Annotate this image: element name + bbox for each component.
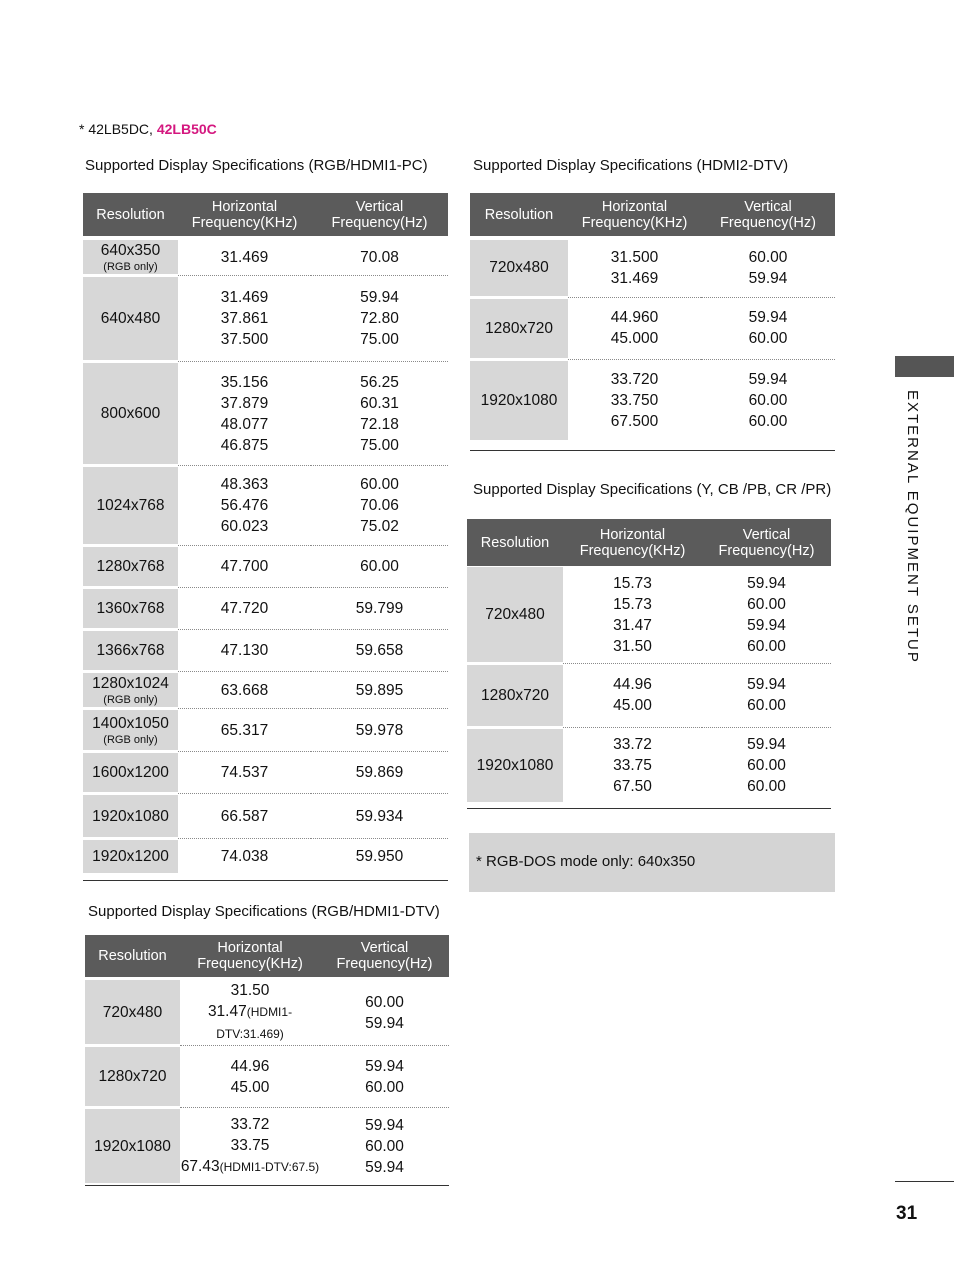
resolution-value: 1920x1080 [476,756,554,774]
header-horizontal-line1: Horizontal [211,198,278,215]
horizontal-frequency-value: 45.00 [613,697,652,714]
horizontal-frequency-line [568,390,701,411]
vertical-frequency-value: 60.00 [748,249,788,267]
vertical-frequency-value: 59.94 [365,1057,404,1075]
horizontal-frequency-line [178,393,311,414]
vertical-frequency-value: 59.950 [355,848,404,866]
resolution-cell [83,546,178,588]
vertical-frequency-cell [701,359,835,441]
resolution-value: 1920x1080 [480,391,558,409]
resolution-cell [85,1046,180,1108]
vertical-frequency-value: 59.895 [355,681,404,699]
horizontal-frequency-value: 45.000 [610,330,659,347]
vertical-frequency-cell [311,672,448,709]
header-row [83,193,448,236]
vertical-frequency-cell [311,630,448,672]
resolution-value: 1920x1080 [92,807,169,825]
rgb-dos-note: * RGB-DOS mode only: 640x350 [469,833,835,892]
horizontal-frequency-cell [178,362,311,466]
resolution-cell [83,276,178,362]
resolution-cell [470,240,568,297]
vertical-frequency-cell [320,1046,449,1108]
vertical-frequency-cell [311,752,448,794]
side-section-label: EXTERNAL EQUIPMENT SETUP [904,390,921,664]
horizontal-frequency-value: 48.363 [220,476,269,493]
horizontal-frequency-line [568,328,701,349]
horizontal-frequency-line [180,1077,320,1098]
table-row [85,980,449,1046]
vertical-frequency-cell [702,727,831,803]
rgb-pc-grid [83,193,448,876]
horizontal-frequency-cell [178,546,311,588]
horizontal-frequency-cell [180,1108,320,1185]
model-note-prefix: * 42LB5DC, [79,121,157,137]
header-horizontal [563,519,702,566]
header-vertical [701,193,835,236]
resolution-cell [467,567,563,663]
vertical-frequency-value: 59.94 [747,616,786,634]
horizontal-frequency-cell [178,588,311,630]
vertical-frequency-value: 56.25 [360,373,399,391]
horizontal-frequency-value: 31.469 [220,289,269,306]
horizontal-frequency-line [568,369,701,390]
header-horizontal [568,193,701,236]
vertical-frequency-value: 60.31 [360,394,399,412]
vertical-frequency-value: 59.94 [365,1116,404,1134]
horizontal-frequency-line [178,762,311,783]
vertical-frequency-cell [311,588,448,630]
horizontal-frequency-line [178,308,311,329]
horizontal-frequency-line [180,1001,320,1045]
vertical-frequency-cell [702,567,831,663]
horizontal-frequency-value: 33.72 [613,735,652,753]
vertical-frequency-value: 60.00 [748,391,788,409]
vertical-frequency-cell [311,362,448,466]
page-number-rule [895,1181,954,1182]
resolution-cell [83,362,178,466]
table-row [85,1046,449,1108]
vertical-frequency-value: 59.94 [748,309,788,326]
horizontal-frequency-cell [178,672,311,709]
header-vertical-line2: Frequency(Hz) [331,214,428,231]
table-row [83,839,448,875]
horizontal-frequency-line [178,474,311,495]
horizontal-frequency-cell [563,663,702,727]
horizontal-frequency-cell [178,794,311,839]
vertical-frequency-value: 59.94 [747,676,786,693]
header-row [85,935,449,977]
horizontal-frequency-line [178,287,311,308]
horizontal-frequency-value: 47.720 [220,600,269,617]
horizontal-frequency-value: 63.668 [220,681,269,699]
vertical-frequency-value: 60.00 [747,697,786,714]
horizontal-frequency-line [178,806,311,827]
resolution-cell [83,672,178,709]
header-horizontal-line2: Frequency(KHz) [579,542,686,559]
vertical-frequency-value: 60.00 [365,1137,404,1155]
side-tab-bar [895,356,954,377]
hdmi2-table [470,193,835,451]
table-bottom-rule [85,1185,449,1186]
horizontal-frequency-value: 33.72 [230,1116,270,1134]
vertical-frequency-value: 75.00 [360,436,399,454]
resolution-value: 640x480 [100,310,161,327]
horizontal-frequency-cell [178,466,311,546]
horizontal-frequency-value: 67.43 [180,1158,220,1176]
table-row [83,466,448,546]
horizontal-frequency-value: 37.861 [220,310,269,327]
resolution-cell [83,794,178,839]
horizontal-frequency-cell [563,727,702,803]
horizontal-frequency-value: 74.537 [220,764,269,781]
table-row [83,276,448,362]
horizontal-frequency-line [178,720,311,741]
horizontal-frequency-line [568,411,701,432]
horizontal-frequency-value: 48.077 [220,415,269,433]
horizontal-frequency-line [568,268,701,289]
horizontal-frequency-line [180,1114,320,1135]
resolution-value: 800x600 [100,405,161,422]
vertical-frequency-cell [311,839,448,875]
resolution-note: (RGB only) [103,694,158,706]
vertical-frequency-value: 60.00 [747,777,786,795]
table-row [85,1108,449,1185]
horizontal-frequency-line [178,414,311,435]
resolution-value: 1366x768 [96,642,165,659]
horizontal-frequency-value: 47.130 [220,642,269,659]
component-table [467,519,831,809]
horizontal-frequency-value: 31.50 [613,637,652,655]
resolution-cell [83,752,178,794]
horizontal-frequency-cell [178,709,311,752]
vertical-frequency-value: 60.00 [360,476,399,493]
vertical-frequency-value: 70.08 [360,249,399,266]
resolution-value: 1920x1080 [94,1137,171,1155]
horizontal-frequency-line [178,640,311,661]
resolution-value: 1600x1200 [92,764,169,781]
horizontal-frequency-line [568,307,701,328]
horizontal-frequency-line [563,615,702,636]
resolution-note: (RGB only) [103,261,158,273]
horizontal-frequency-value: 31.469 [610,270,659,288]
vertical-frequency-value: 60.00 [747,756,786,774]
table-bottom-rule [467,808,831,809]
horizontal-frequency-cell [178,240,311,276]
resolution-cell [83,466,178,546]
resolution-cell [85,980,180,1046]
horizontal-frequency-line [563,776,702,797]
vertical-frequency-value: 59.658 [355,642,404,659]
horizontal-frequency-cell [563,567,702,663]
vertical-frequency-value: 75.00 [360,331,399,348]
header-vertical-line2: Frequency(Hz) [718,542,815,559]
horizontal-frequency-line [178,556,311,577]
horizontal-frequency-line [563,734,702,755]
horizontal-frequency-value: 60.023 [220,518,269,535]
horizontal-frequency-line [178,329,311,350]
horizontal-frequency-value: 31.50 [230,982,270,999]
horizontal-frequency-value: 31.47 [207,1003,247,1020]
horizontal-frequency-line [180,1135,320,1156]
horizontal-frequency-cell [568,359,701,441]
vertical-frequency-value: 75.02 [360,518,399,535]
vertical-frequency-value: 59.94 [748,370,788,388]
vertical-frequency-value: 59.978 [355,721,404,739]
horizontal-frequency-line [563,594,702,615]
horizontal-frequency-value: 56.476 [220,497,269,514]
header-horizontal-line2: Frequency(KHz) [191,214,298,231]
resolution-value: 1400x1050 [92,715,169,732]
horizontal-frequency-value: 66.587 [220,807,269,825]
table-row [83,240,448,276]
vertical-frequency-cell [701,297,835,359]
horizontal-frequency-cell [568,297,701,359]
horizontal-frequency-value: 74.038 [220,848,269,866]
resolution-value: 720x480 [485,605,545,623]
horizontal-frequency-value: 67.50 [613,777,652,795]
vertical-frequency-cell [320,980,449,1046]
horizontal-frequency-value: 44.960 [610,309,659,326]
vertical-frequency-cell [311,276,448,362]
horizontal-frequency-cell [180,1046,320,1108]
table-row [83,630,448,672]
table-row [467,663,831,727]
rgb-dtv-table [85,935,449,1186]
table-row [470,297,835,359]
rgb-dtv-title: Supported Display Specifications (RGB/HDMI1-DTV) [88,903,440,920]
resolution-cell [83,839,178,875]
horizontal-frequency-value: 33.720 [610,370,659,388]
horizontal-frequency-value: 31.47 [613,616,652,634]
table-row [467,567,831,663]
resolution-cell [467,727,563,803]
header-resolution: Resolution [467,519,563,566]
header-vertical-line1: Vertical [744,198,792,215]
header-horizontal [180,935,320,977]
horizontal-frequency-cell [178,752,311,794]
resolution-value: 1360x768 [96,600,165,617]
resolution-cell [83,630,178,672]
horizontal-frequency-cell [568,240,701,297]
horizontal-frequency-line [178,495,311,516]
header-horizontal-line1: Horizontal [601,198,668,215]
horizontal-frequency-cell [180,980,320,1046]
vertical-frequency-cell [311,794,448,839]
horizontal-frequency-line [563,674,702,695]
table-row [83,672,448,709]
table-row [83,362,448,466]
header-resolution: Resolution [83,193,178,236]
resolution-cell [83,709,178,752]
resolution-value: 1024x768 [96,497,165,514]
vertical-frequency-value: 60.00 [365,1078,404,1096]
vertical-frequency-value: 60.00 [748,330,788,347]
vertical-frequency-value: 60.00 [747,595,786,613]
table-row [83,588,448,630]
horizontal-frequency-line [563,636,702,657]
resolution-cell [83,588,178,630]
header-vertical-line2: Frequency(Hz) [720,214,816,231]
horizontal-frequency-value: 15.73 [613,595,652,613]
table-row [467,727,831,803]
vertical-frequency-value: 59.94 [747,735,786,753]
vertical-frequency-value: 59.934 [355,807,404,825]
resolution-value: 1920x1200 [92,848,169,865]
rgb-dtv-grid [85,935,449,1186]
horizontal-frequency-line [178,247,311,268]
header-vertical [311,193,448,236]
table-bottom-rule [470,450,835,451]
vertical-frequency-value: 60.00 [360,558,399,575]
header-horizontal-line2: Frequency(KHz) [581,214,688,231]
rgb-pc-title: Supported Display Specifications (RGB/HDMI1-PC) [85,157,428,174]
resolution-cell [470,359,568,441]
horizontal-frequency-value: 33.75 [613,756,652,774]
horizontal-frequency-line [178,846,311,867]
vertical-frequency-value: 60.00 [748,412,788,430]
hdmi2-grid [470,193,835,443]
model-note [79,121,217,137]
table-row [470,240,835,297]
vertical-frequency-value: 59.869 [355,764,404,781]
horizontal-frequency-line [563,573,702,594]
table-row [83,709,448,752]
horizontal-frequency-note: (HDMI1-DTV:67.5) [219,1160,320,1175]
vertical-frequency-value: 59.799 [355,600,404,617]
resolution-value: 720x480 [102,1003,163,1021]
resolution-cell [467,663,563,727]
header-resolution: Resolution [85,935,180,977]
table-row [83,794,448,839]
vertical-frequency-cell [702,663,831,727]
horizontal-frequency-line [180,1056,320,1077]
resolution-value: 1280x720 [98,1068,167,1085]
horizontal-frequency-value: 45.00 [230,1078,270,1096]
vertical-frequency-value: 59.94 [748,270,788,288]
horizontal-frequency-value: 65.317 [220,721,269,739]
vertical-frequency-cell [701,240,835,297]
vertical-frequency-value: 59.94 [365,1158,404,1176]
horizontal-frequency-value: 31.500 [610,249,659,267]
header-vertical-line1: Vertical [355,198,404,215]
vertical-frequency-cell [311,709,448,752]
resolution-value: 1280x1024 [92,675,169,692]
horizontal-frequency-value: 67.500 [610,412,659,430]
vertical-frequency-cell [320,1108,449,1185]
horizontal-frequency-value: 47.700 [220,558,269,575]
resolution-cell [83,240,178,276]
vertical-frequency-value: 70.06 [360,497,399,514]
rgb-pc-table [83,193,448,881]
horizontal-frequency-line [178,680,311,701]
component-title: Supported Display Specifications (Y, CB /PB, CR /PR) [473,481,832,498]
horizontal-frequency-value: 44.96 [230,1057,270,1075]
hdmi2-title: Supported Display Specifications (HDMI2-DTV) [473,157,789,174]
header-vertical [320,935,449,977]
vertical-frequency-value: 60.00 [747,637,786,655]
header-vertical-line2: Frequency(Hz) [336,956,433,972]
header-resolution: Resolution [470,193,568,236]
header-horizontal-line2: Frequency(KHz) [197,956,303,972]
horizontal-frequency-line [180,980,320,1001]
horizontal-frequency-value: 15.73 [613,574,652,592]
horizontal-frequency-value: 33.75 [230,1137,270,1155]
horizontal-frequency-note: (HDMI1-DTV:31.469) [216,1005,293,1041]
header-vertical [702,519,831,566]
horizontal-frequency-value: 37.500 [220,331,269,348]
resolution-cell [470,297,568,359]
model-note-highlight: 42LB50C [156,121,217,137]
vertical-frequency-value: 59.94 [360,289,399,306]
horizontal-frequency-line [563,755,702,776]
horizontal-frequency-cell [178,839,311,875]
resolution-value: 1280x720 [480,686,550,704]
table-bottom-rule [83,880,448,881]
horizontal-frequency-cell [178,276,311,362]
component-grid [467,519,831,805]
table-row [83,752,448,794]
horizontal-frequency-line [178,598,311,619]
resolution-cell [85,1108,180,1185]
resolution-note: (RGB only) [103,734,158,746]
horizontal-frequency-line [178,516,311,537]
vertical-frequency-cell [311,546,448,588]
horizontal-frequency-value: 46.875 [220,436,269,454]
header-row [467,519,831,566]
header-vertical-line1: Vertical [742,526,791,543]
vertical-frequency-cell [311,466,448,546]
header-horizontal-line1: Horizontal [599,526,666,543]
horizontal-frequency-cell [178,630,311,672]
header-row [470,193,835,236]
resolution-value: 1280x720 [484,319,554,337]
horizontal-frequency-value: 44.96 [613,676,652,693]
horizontal-frequency-value: 31.469 [220,249,269,266]
vertical-frequency-value: 59.94 [747,574,786,592]
horizontal-frequency-value: 37.879 [220,394,269,412]
page-number: 31 [896,1203,918,1224]
vertical-frequency-cell [311,240,448,276]
horizontal-frequency-line [178,372,311,393]
table-row [83,546,448,588]
vertical-frequency-value: 60.00 [365,993,404,1011]
vertical-frequency-value: 59.94 [365,1014,404,1032]
header-horizontal [178,193,311,236]
resolution-value: 720x480 [489,259,549,277]
header-horizontal-line1: Horizontal [217,940,283,956]
table-row [470,359,835,441]
resolution-value: 640x350 [100,242,161,259]
vertical-frequency-value: 72.80 [360,310,399,327]
horizontal-frequency-value: 35.156 [220,373,269,391]
horizontal-frequency-line [563,695,702,716]
horizontal-frequency-value: 33.750 [610,391,659,409]
horizontal-frequency-line [568,247,701,268]
horizontal-frequency-line [178,435,311,456]
horizontal-frequency-line [180,1156,320,1178]
header-vertical-line1: Vertical [360,940,409,956]
vertical-frequency-value: 72.18 [360,415,399,433]
resolution-value: 1280x768 [96,558,165,575]
